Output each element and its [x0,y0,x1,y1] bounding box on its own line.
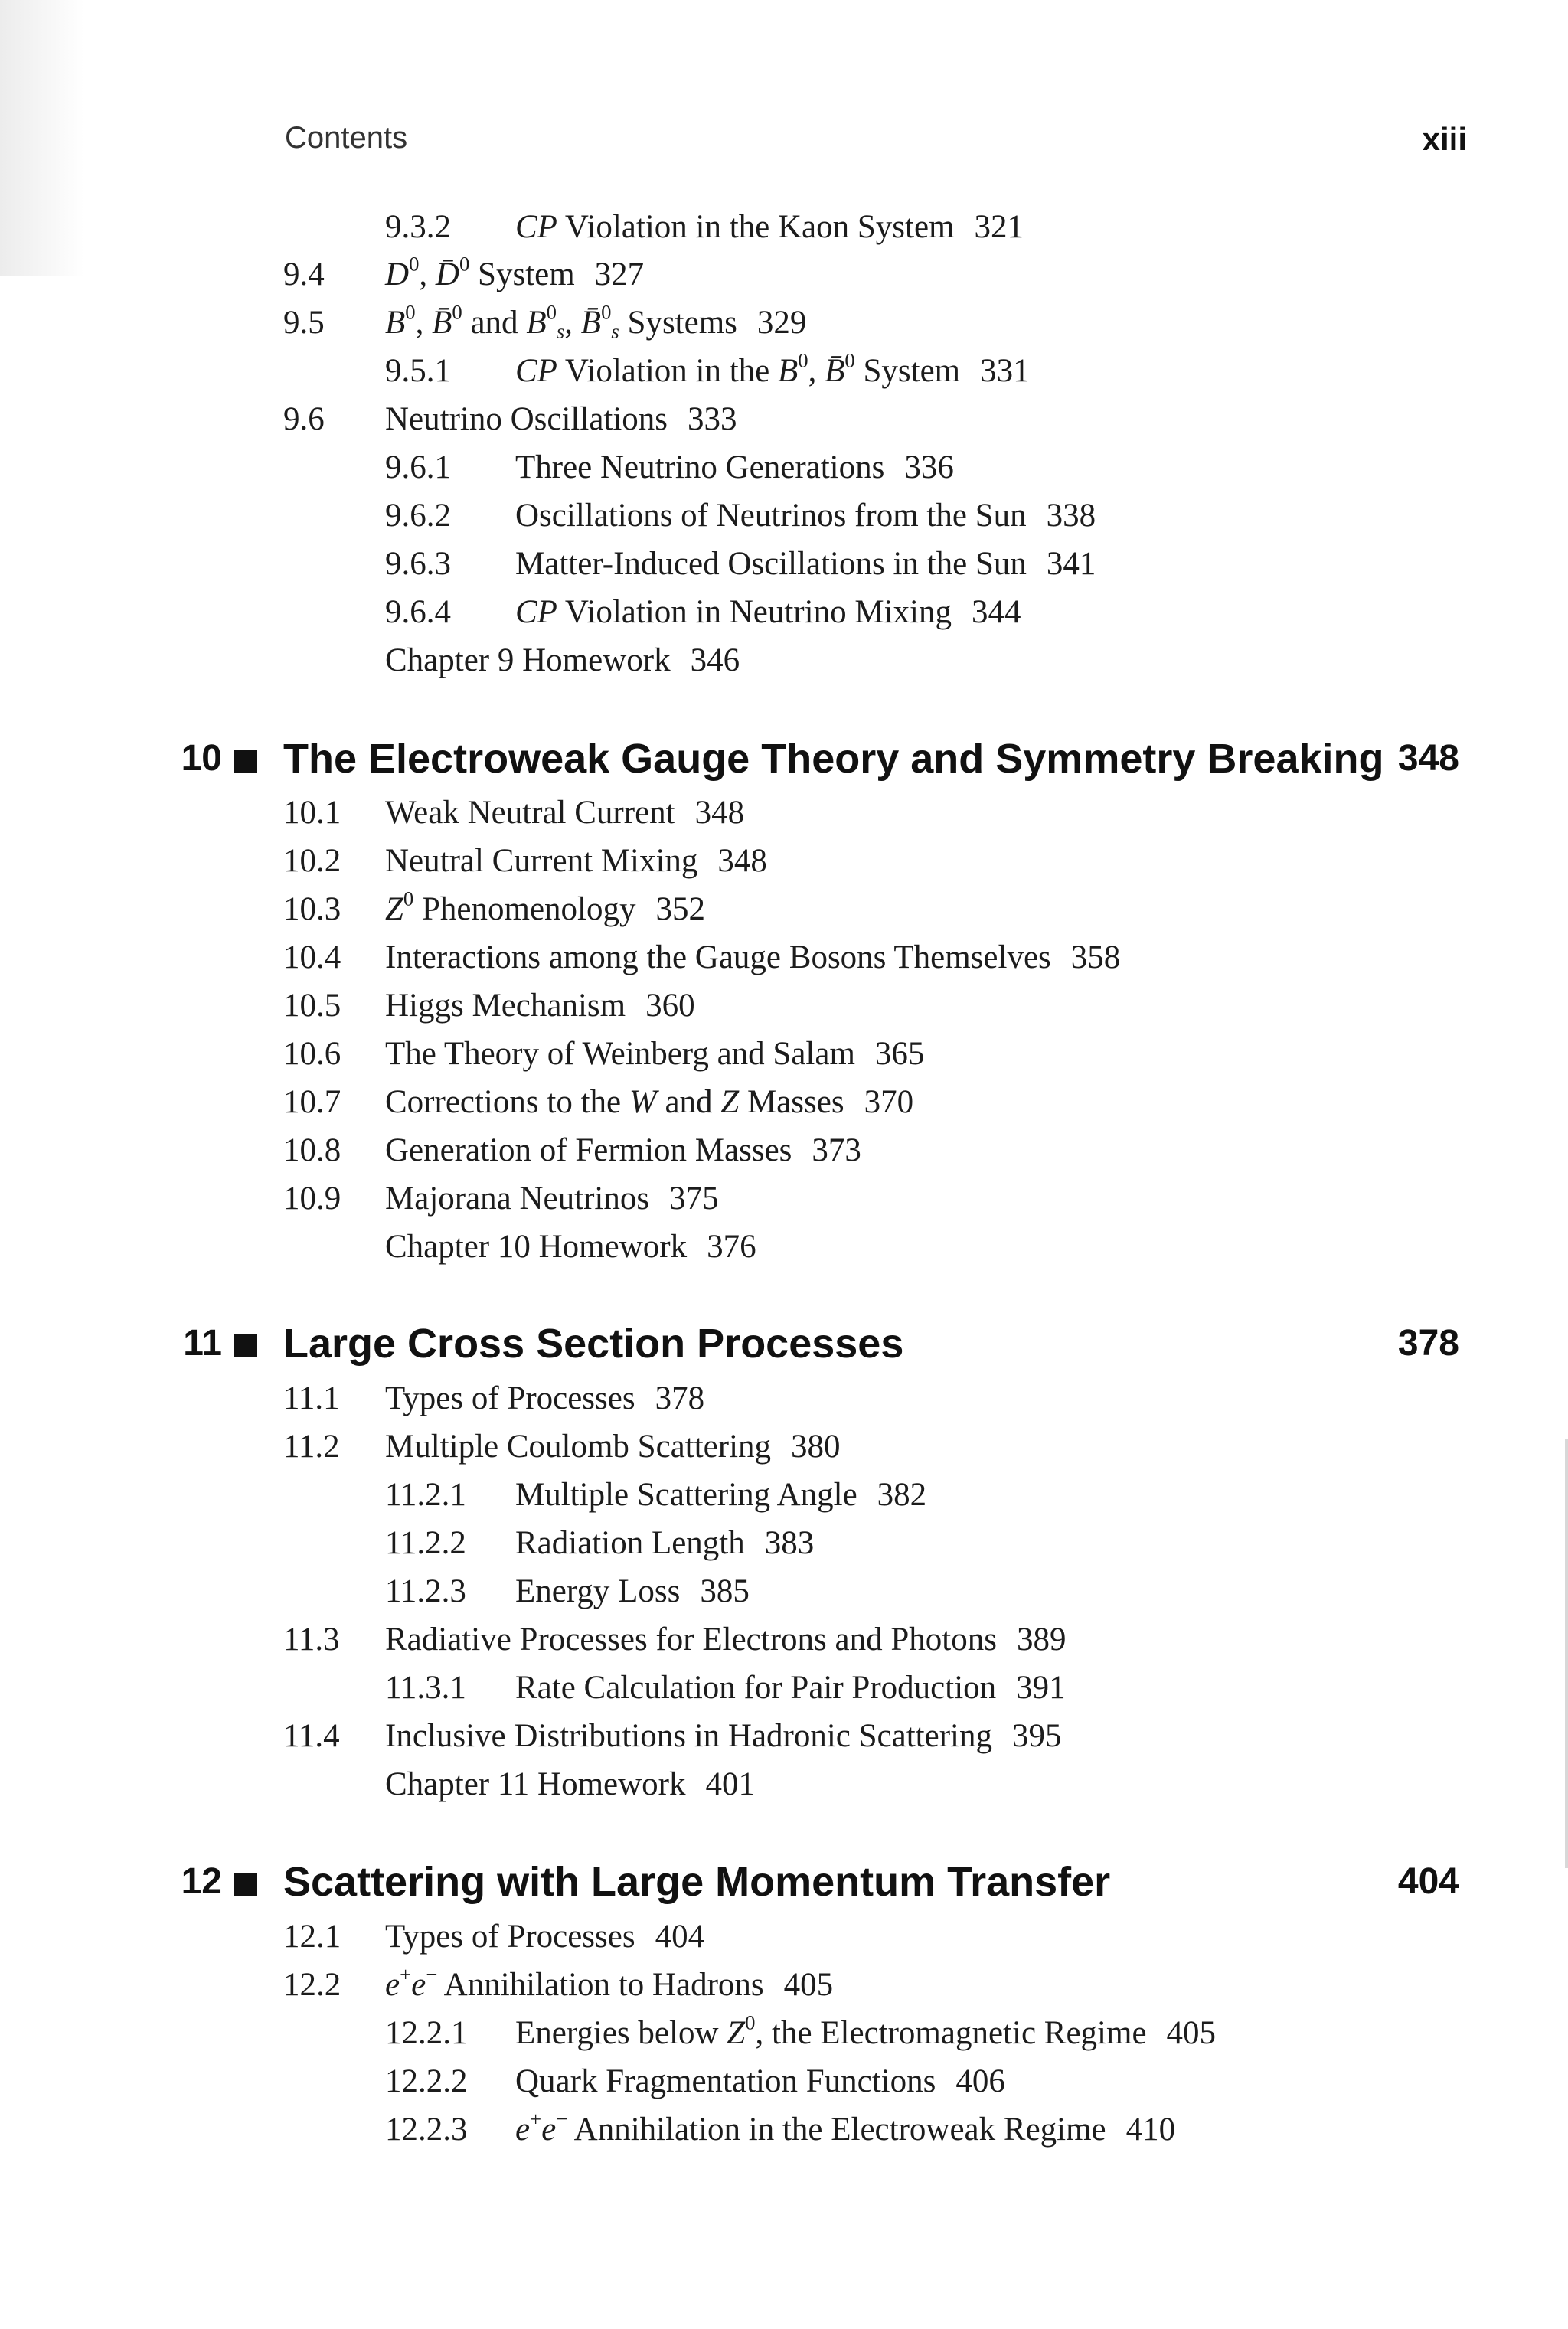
entry-page: 336 [904,449,954,485]
entry-title: Higgs Mechanism 360 [385,988,695,1024]
entry-number: 10.5 [283,988,341,1024]
entry-title: $D^0$, D̄$^0$ System 327 [385,252,645,292]
entry-number: 11.3.1 [385,1670,466,1706]
entry-title: The Theory of Weinberg and Salam 365 [385,1036,925,1072]
entry-number: 12.1 [283,1919,341,1955]
entry-title: CP Violation in the $B^0$, B̄$^0$ System 331 [515,348,1030,389]
chapter-title: The Electroweak Gauge Theory and Symmetry Breaking [283,736,1384,782]
entry-page: 360 [645,988,695,1024]
entry-number: 11.2 [283,1429,340,1465]
entry-page: 327 [594,256,645,292]
chapter-title: Large Cross Section Processes [283,1321,904,1367]
entry-page: 373 [812,1132,861,1168]
entry-page: 358 [1070,939,1121,975]
entry-title: Majorana Neutrinos 375 [385,1181,719,1217]
entry-number: 11.2.3 [385,1573,466,1609]
entry-title: $Z^0$ Phenomenology 352 [385,887,705,927]
entry-title: Multiple Coulomb Scattering 380 [385,1429,841,1465]
entry-title: Types of Processes 404 [385,1919,705,1955]
entry-title: Inclusive Distributions in Hadronic Scattering 395 [385,1718,1062,1754]
entry-number: 9.6.2 [385,498,451,534]
entry-number: 12.2.2 [385,2063,468,2099]
entry-page: 338 [1046,498,1096,534]
chapter-page: 348 [1397,738,1459,779]
chapter-title: Scattering with Large Momentum Transfer [283,1859,1111,1905]
entry-number: 12.2.1 [385,2015,468,2051]
entry-page: 405 [783,1967,834,2003]
entry-number: 11.2.1 [385,1477,466,1513]
entry-title: Chapter 9 Homework 346 [385,642,740,678]
entry-number: 10.4 [283,939,341,975]
entry-number: 10.3 [283,891,341,927]
entry-number: 9.5 [283,305,325,341]
entry-title: Quark Fragmentation Functions 406 [515,2063,1005,2099]
entry-title: Generation of Fermion Masses 373 [385,1132,861,1168]
entry-title: Energies below $Z^0$, the Electromagnetic Regime 405 [515,2011,1217,2051]
chapter-number: 10 [181,738,222,779]
chapter-heading[interactable] [0,1318,1568,1369]
entry-number: 10.7 [283,1084,341,1120]
square-bullet-icon [234,1873,257,1896]
entry-page: 378 [655,1380,705,1416]
entry-title: Energy Loss 385 [515,1573,750,1609]
entry-number: 9.6 [283,401,325,437]
entry-page: 333 [688,401,737,437]
entry-number: 11.3 [283,1622,340,1658]
entry-title: Rate Calculation for Pair Production 391 [515,1670,1066,1706]
entry-title: Oscillations of Neutrinos from the Sun 338 [515,498,1096,534]
chapter-number: 11 [183,1323,222,1364]
entry-page: 382 [877,1477,927,1513]
entry-page: 405 [1166,2015,1217,2051]
entry-title: e+e− Annihilation to Hadrons 405 [385,1962,834,2003]
entry-title: Corrections to the W and Z Masses 370 [385,1084,914,1120]
entry-number: 10.1 [283,795,341,831]
entry-page: 321 [974,209,1024,245]
entry-number: 9.6.1 [385,449,451,485]
entry-page: 401 [705,1766,755,1802]
entry-page: 404 [655,1919,705,1955]
entry-number: 10.2 [283,843,341,879]
entry-title: Weak Neutral Current 348 [385,795,745,831]
entry-page: 385 [700,1573,750,1609]
entry-page: 375 [669,1181,719,1217]
entry-title: Radiation Length 383 [515,1525,815,1561]
chapter-heading[interactable] [0,1857,1568,1907]
entry-page: 348 [717,843,767,879]
entry-page: 346 [690,642,740,678]
entry-title: Neutrino Oscillations 333 [385,401,737,437]
entry-number: 11.4 [283,1718,340,1754]
entry-page: 365 [874,1036,925,1072]
entry-title: Types of Processes 378 [385,1380,705,1416]
entry-page: 410 [1125,2112,1176,2148]
chapter-page: 378 [1397,1323,1459,1364]
entry-page: 329 [756,305,807,341]
entry-page: 341 [1046,546,1096,582]
entry-title: Radiative Processes for Electrons and Photons 389 [385,1622,1067,1658]
entry-page: 331 [980,353,1030,389]
entry-page: 348 [694,795,745,831]
entry-page: 383 [764,1525,815,1561]
chapter-heading[interactable] [0,733,1568,784]
page-edge-mark [1565,1439,1568,1868]
entry-page: 391 [1016,1670,1066,1706]
entry-title: Three Neutrino Generations 336 [515,449,954,485]
entry-number: 12.2.3 [385,2112,468,2148]
chapter-number: 12 [181,1861,222,1902]
entry-number: 11.1 [283,1380,340,1416]
entry-page: 352 [655,891,705,927]
entry-number: 9.4 [283,256,325,292]
entry-number: 10.8 [283,1132,341,1168]
entry-title: CP Violation in the Kaon System 321 [515,209,1024,245]
entry-number: 9.6.4 [385,594,451,630]
entry-page: 389 [1016,1622,1067,1658]
entry-title: Matter-Induced Oscillations in the Sun 341 [515,546,1096,582]
entry-title: CP Violation in Neutrino Mixing 344 [515,594,1021,630]
running-head: Contents [285,121,408,155]
entry-number: 9.3.2 [385,209,451,245]
entry-title: Chapter 10 Homework 376 [385,1229,756,1265]
page-edge-shadow [0,0,84,276]
entry-page: 376 [707,1229,756,1265]
entry-page: 370 [864,1084,914,1120]
entry-page: 344 [971,594,1021,630]
entry-page: 406 [956,2063,1005,2099]
entry-number: 9.5.1 [385,353,451,389]
entry-number: 9.6.3 [385,546,451,582]
entry-page: 395 [1011,1718,1062,1754]
square-bullet-icon [234,750,257,773]
entry-title: Multiple Scattering Angle 382 [515,1477,927,1513]
entry-title: Neutral Current Mixing 348 [385,843,767,879]
entry-number: 10.9 [283,1181,341,1217]
page-number: xiii [1422,121,1467,157]
entry-number: 12.2 [283,1967,341,2003]
entry-number: 11.2.2 [385,1525,466,1561]
chapter-page: 404 [1397,1861,1459,1902]
entry-title: e+e− Annihilation in the Electroweak Regime 410 [515,2107,1176,2148]
square-bullet-icon [234,1334,257,1357]
entry-page: 380 [791,1429,841,1465]
entry-title: $B^0$, B̄$^0$ and $B^0_s$, B̄$^0_s$ Systems 329 [385,300,807,343]
entry-title: Interactions among the Gauge Bosons Themselves 358 [385,939,1121,975]
entry-title: Chapter 11 Homework 401 [385,1766,755,1802]
entry-number: 10.6 [283,1036,341,1072]
